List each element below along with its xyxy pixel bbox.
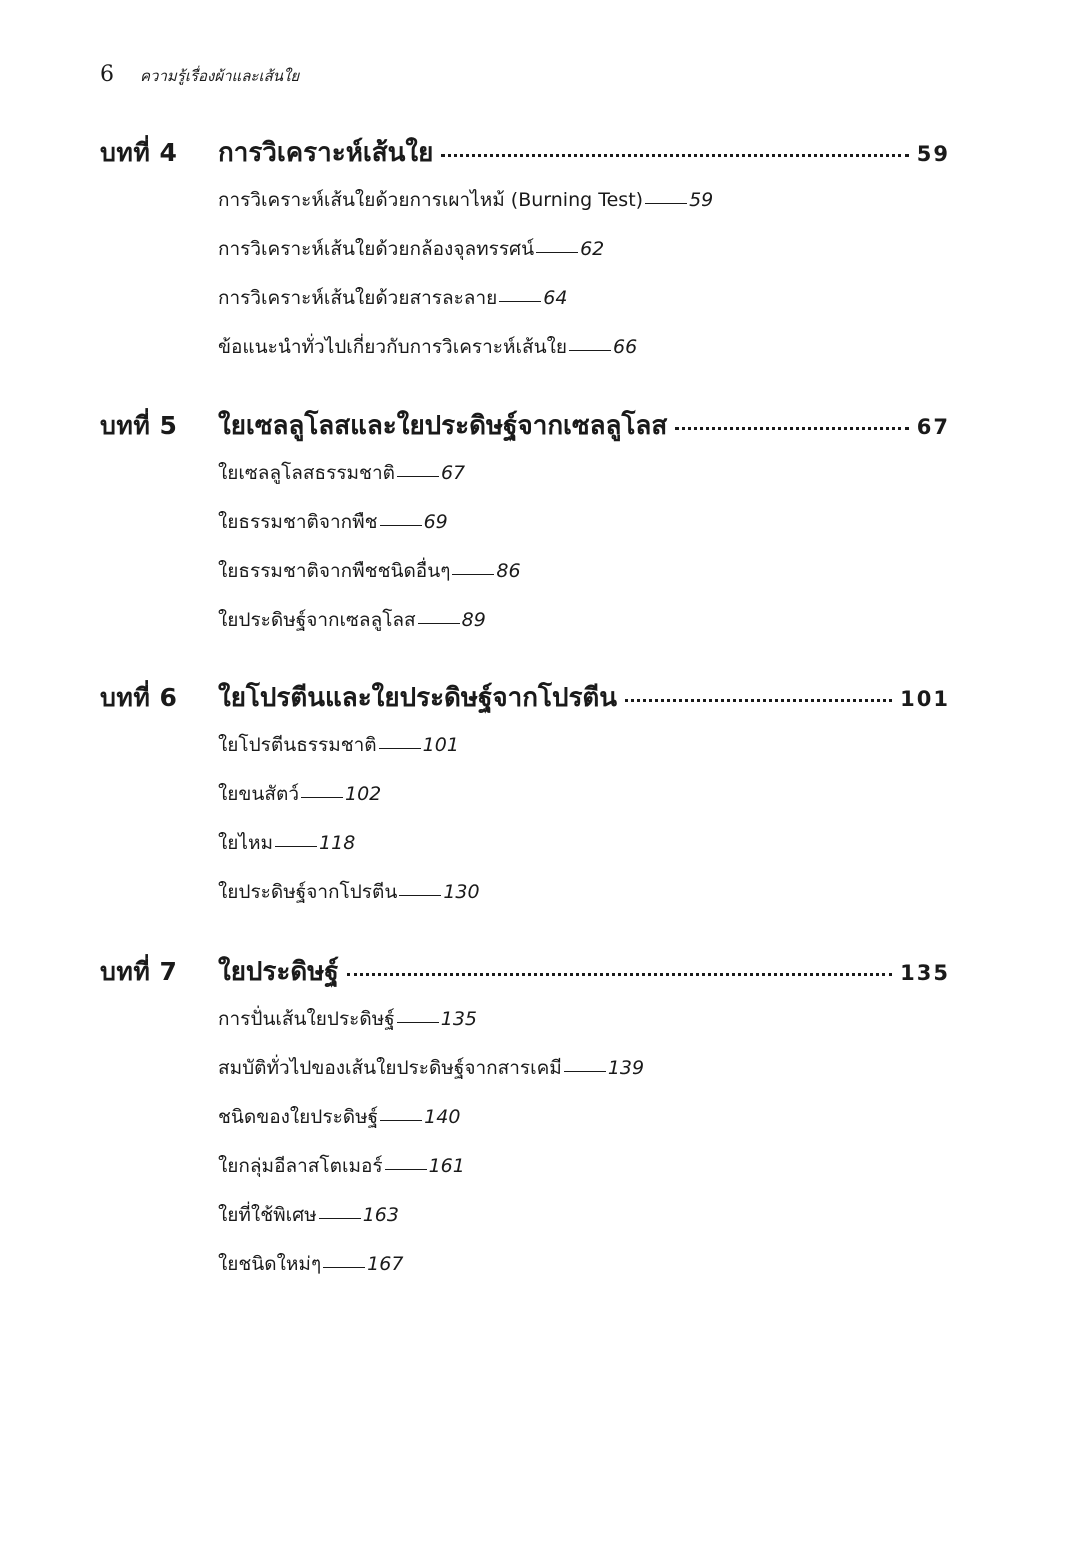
section-list: [100, 449, 950, 645]
toc-entry: [218, 1191, 950, 1240]
toc-entry: [218, 1142, 950, 1191]
chapter-label: บทที่ 7: [100, 957, 178, 986]
chapter-label: บทที่ 5: [100, 411, 178, 440]
section-page-number: 66: [613, 336, 638, 358]
leader-rule: [452, 574, 494, 575]
section-title: ใยประดิษฐ์จากโปรตีน: [218, 881, 398, 903]
section-title: ใยธรรมชาติจากพืชชนิดอื่นๆ: [218, 560, 451, 582]
leader-rule: [499, 301, 541, 302]
chapter-heading: [100, 405, 950, 449]
toc-entry: [218, 1240, 950, 1289]
section-title: การวิเคราะห์เส้นใยด้วยกล้องจุลทรรศน์: [218, 238, 535, 260]
chapter-title: ใยโปรตีนและใยประดิษฐ์จากโปรตีน: [218, 683, 618, 713]
section-list: [100, 995, 950, 1289]
chapter-page-number: 59: [916, 142, 950, 166]
section-title: ใยกลุ่มอีลาสโตเมอร์: [218, 1155, 383, 1177]
section-page-number: 135: [440, 1008, 477, 1030]
section-page-number: 64: [543, 287, 568, 309]
dot-leader: [441, 154, 908, 157]
leader-rule: [319, 1218, 361, 1219]
toc-entry: [218, 323, 950, 372]
section-title: การวิเคราะห์เส้นใยด้วยสารละลาย: [218, 287, 498, 309]
chapter-page-number: 101: [900, 687, 950, 711]
leader-rule: [323, 1267, 365, 1268]
toc-entry: [218, 721, 950, 770]
chapter-7: [100, 951, 950, 1289]
leader-rule: [418, 623, 460, 624]
section-page-number: 140: [424, 1106, 461, 1128]
leader-rule: [397, 1022, 439, 1023]
section-title: ใยเซลลูโลสธรรมชาติ: [218, 462, 395, 484]
section-list: [100, 721, 950, 917]
toc-entry: [218, 995, 950, 1044]
leader-rule: [380, 1120, 422, 1121]
leader-rule: [564, 1071, 606, 1072]
section-page-number: 167: [367, 1253, 404, 1275]
section-page-number: 130: [443, 881, 480, 903]
toc-entry: [218, 1044, 950, 1093]
section-title: ใยขนสัตว์: [218, 783, 299, 805]
dot-leader: [625, 699, 892, 702]
leader-rule: [379, 748, 421, 749]
section-page-number: 59: [689, 189, 714, 211]
toc-entry: [218, 770, 950, 819]
leader-rule: [569, 350, 611, 351]
section-page-number: 139: [607, 1057, 645, 1079]
leader-rule: [536, 252, 578, 253]
leader-rule: [397, 476, 439, 477]
chapter-4: [100, 132, 950, 372]
section-page-number: 163: [362, 1204, 399, 1226]
chapter-title: ใยเซลลูโลสและใยประดิษฐ์จากเซลลูโลส: [218, 411, 668, 441]
toc-entry: [218, 225, 950, 274]
leader-rule: [380, 525, 422, 526]
section-page-number: 62: [580, 238, 605, 260]
chapter-heading: [100, 677, 950, 721]
section-page-number: 118: [319, 832, 356, 854]
toc-entry: [218, 596, 950, 645]
section-page-number: 89: [461, 609, 486, 631]
chapter-page-number: 67: [916, 415, 950, 439]
chapter-label: บทที่ 4: [100, 138, 178, 167]
section-title: ข้อแนะนำทั่วไปเกี่ยวกับการวิเคราะห์เส้นใย: [218, 336, 568, 358]
section-list: [100, 176, 950, 372]
toc-entry: [218, 176, 950, 225]
section-title: ใยไหม: [218, 832, 274, 854]
section-page-number: 67: [440, 462, 466, 484]
leader-rule: [385, 1169, 427, 1170]
chapter-heading: [100, 951, 950, 995]
dot-leader: [675, 427, 909, 430]
toc-entry: [218, 819, 950, 868]
section-title: ใยประดิษฐ์จากเซลลูโลส: [218, 609, 416, 631]
toc-entry: [218, 868, 950, 917]
leader-rule: [399, 895, 441, 896]
chapter-title: ใยประดิษฐ์: [218, 957, 339, 987]
chapter-title: การวิเคราะห์เส้นใย: [218, 138, 434, 168]
chapter-heading: [100, 132, 950, 176]
toc-entry: [218, 274, 950, 323]
section-title: ชนิดของใยประดิษฐ์: [218, 1106, 379, 1128]
leader-rule: [301, 797, 343, 798]
section-title: ใยธรรมชาติจากพืช: [218, 511, 378, 533]
section-title: การวิเคราะห์เส้นใยด้วยการเผาไหม้ (Burning Test): [218, 189, 644, 211]
section-page-number: 161: [428, 1155, 465, 1177]
toc-entry: [218, 449, 950, 498]
dot-leader: [347, 973, 892, 976]
chapter-page-number: 135: [900, 961, 950, 985]
toc-entry: [218, 498, 950, 547]
toc-entry: [218, 547, 950, 596]
section-title: ใยชนิดใหม่ๆ: [218, 1253, 322, 1275]
section-page-number: 102: [345, 783, 382, 805]
chapter-label: บทที่ 6: [100, 683, 178, 712]
chapter-5: [100, 405, 950, 645]
section-title: ใยโปรตีนธรรมชาติ: [218, 734, 377, 756]
leader-rule: [645, 203, 687, 204]
section-title: ใยที่ใช้พิเศษ: [218, 1204, 317, 1226]
toc-entry: [218, 1093, 950, 1142]
section-page-number: 86: [496, 560, 521, 582]
section-title: การปั่นเส้นใยประดิษฐ์: [218, 1008, 395, 1030]
chapter-6: [100, 677, 950, 917]
section-title: สมบัติทั่วไปของเส้นใยประดิษฐ์จากสารเคมี: [218, 1057, 562, 1079]
running-header: [100, 62, 299, 88]
leader-rule: [275, 846, 317, 847]
page-number: 6: [100, 62, 114, 87]
section-page-number: 69: [423, 511, 448, 533]
section-page-number: 101: [422, 734, 459, 756]
book-title: ความรู้เรื่องผ้าและเส้นใย: [140, 67, 300, 85]
